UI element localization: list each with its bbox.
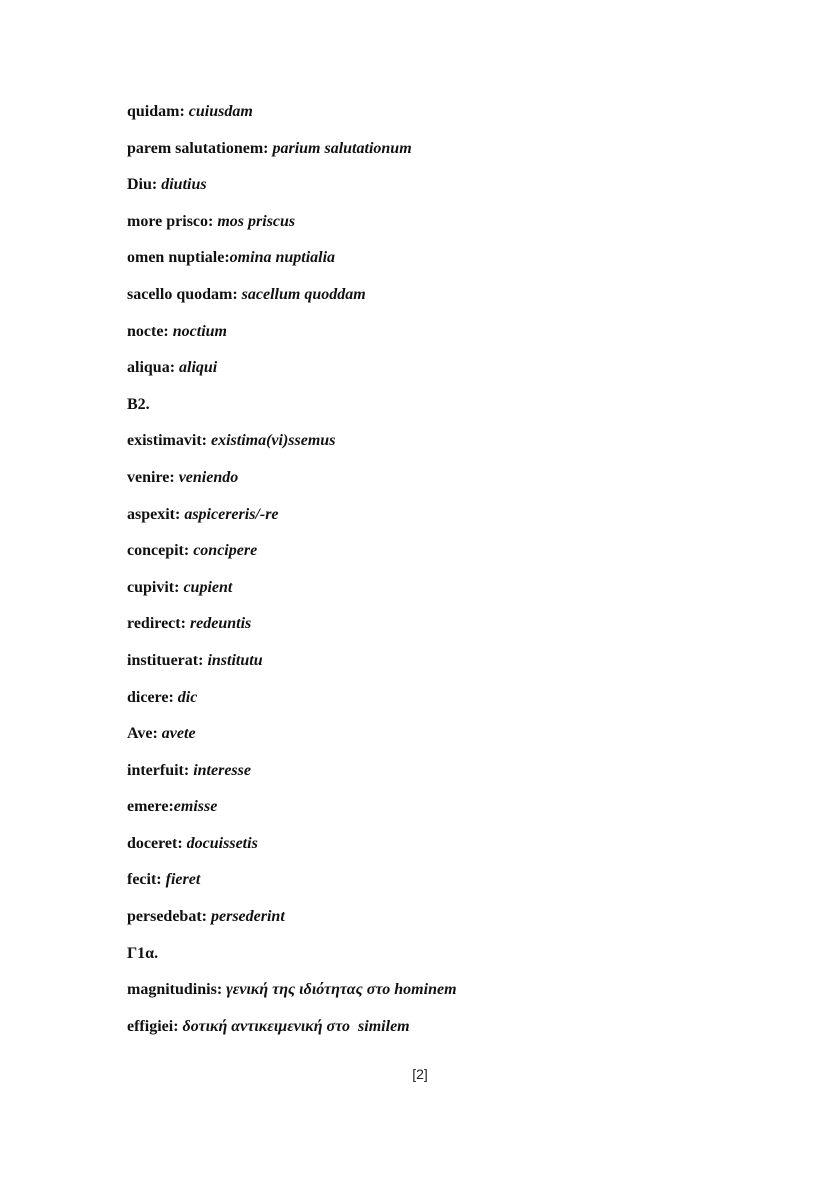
vocab-entry: [127, 978, 767, 1015]
vocab-entry: [127, 539, 767, 576]
entry-term: magnitudinis:: [127, 981, 223, 999]
vocab-entry: [127, 868, 767, 905]
entry-term: fecit:: [127, 871, 162, 889]
entry-gloss: redeuntis: [189, 615, 252, 633]
vocab-entry: [127, 503, 767, 540]
entry-gloss: cuiusdam: [188, 103, 253, 120]
vocab-entry: [127, 759, 767, 796]
entry-gloss: fieret: [165, 871, 201, 889]
entry-term: aspexit:: [127, 505, 181, 523]
entry-gloss: omina nuptialia: [229, 249, 336, 267]
entry-term: Diu:: [127, 176, 158, 194]
vocab-entry: [127, 356, 767, 393]
entry-term: sacello quodam:: [127, 285, 238, 303]
vocab-entry: [127, 905, 767, 942]
vocab-entry: [127, 283, 767, 320]
entry-gloss: emisse: [173, 798, 218, 816]
entry-gloss: diutius: [161, 176, 207, 194]
entry-term: doceret:: [127, 834, 183, 852]
entry-gloss: institutu: [207, 651, 263, 669]
vocab-entry: [127, 795, 767, 832]
entry-term: cupivit:: [127, 578, 180, 596]
entry-gloss: δοτική αντικειμενική στο similem: [182, 1017, 410, 1035]
vocab-entry: [127, 466, 767, 503]
vocab-entry: [127, 686, 767, 723]
vocab-entry: [127, 210, 767, 247]
entry-term: nocte:: [127, 322, 169, 340]
entry-term: omen nuptiale:: [127, 249, 230, 267]
entry-term: venire:: [127, 468, 175, 486]
entry-gloss: mos priscus: [217, 212, 296, 230]
vocab-entry: [127, 649, 767, 686]
entry-term: redirect:: [127, 615, 186, 633]
vocabulary-list: [127, 100, 767, 1051]
entry-gloss: γενική της ιδιότητας στο hominem: [226, 981, 457, 999]
section-heading: [127, 393, 767, 430]
entry-gloss: existima(vi)ssemus: [210, 432, 336, 450]
section-heading-label: B2.: [127, 395, 150, 413]
entry-gloss: sacellum quoddam: [241, 285, 366, 303]
entry-term: parem salutationem:: [127, 139, 269, 157]
vocab-entry: [127, 137, 767, 174]
entry-gloss: docuissetis: [186, 834, 258, 852]
entry-gloss: persederint: [210, 908, 285, 926]
entry-term: concepit:: [127, 542, 190, 560]
vocab-entry: [127, 576, 767, 613]
entry-gloss: concipere: [193, 542, 258, 560]
entry-term: dicere:: [127, 688, 174, 706]
vocab-entry: [127, 173, 767, 210]
entry-gloss: parium salutationum: [272, 139, 412, 157]
entry-gloss: noctium: [172, 322, 227, 340]
entry-term: persedebat:: [127, 908, 207, 926]
entry-term: effigiei:: [127, 1017, 179, 1035]
entry-term: aliqua:: [127, 359, 176, 377]
entry-term: existimavit:: [127, 432, 207, 450]
entry-gloss: cupient: [183, 578, 233, 596]
entry-term: Ave:: [127, 725, 158, 743]
section-heading-label: Γ1α.: [127, 944, 159, 962]
vocab-entry: [127, 429, 767, 466]
vocab-entry: [127, 320, 767, 357]
vocab-entry: [127, 246, 767, 283]
page-number: [2]: [412, 1066, 428, 1082]
entry-gloss: aspicereris/-re: [184, 505, 279, 523]
entry-gloss: avete: [161, 725, 196, 743]
entry-gloss: dic: [177, 688, 198, 706]
entry-term: interfuit:: [127, 761, 190, 779]
entry-term: emere:: [127, 798, 174, 816]
vocab-entry: [127, 1015, 767, 1052]
entry-gloss: interesse: [193, 761, 251, 779]
entry-term: more prisco:: [127, 212, 214, 230]
section-heading: [127, 942, 767, 979]
entry-term: instituerat:: [127, 651, 204, 669]
entry-gloss: veniendo: [178, 468, 239, 486]
vocab-entry: [127, 832, 767, 869]
entry-term: quidam:: [127, 103, 185, 120]
vocab-entry: [127, 722, 767, 759]
vocab-entry: [127, 100, 767, 137]
vocab-entry: [127, 612, 767, 649]
entry-gloss: aliqui: [179, 359, 218, 377]
